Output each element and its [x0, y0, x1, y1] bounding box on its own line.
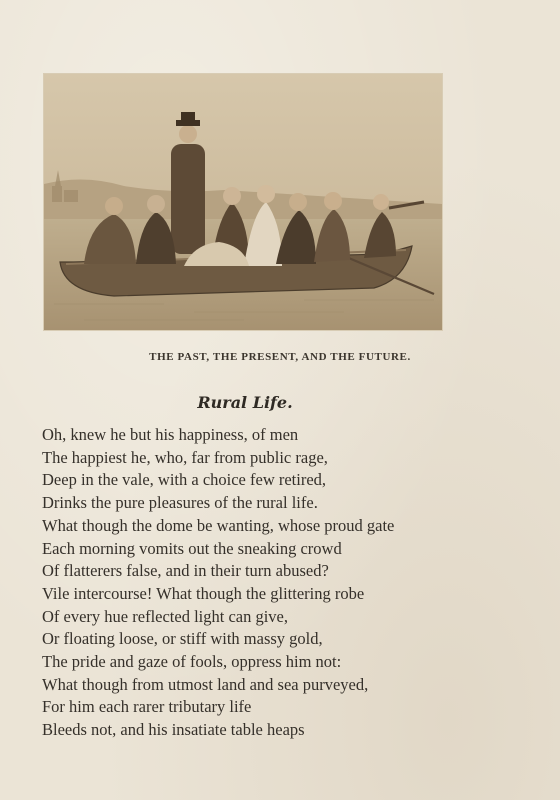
- poem-line: Drinks the pure pleasures of the rural life.: [42, 493, 318, 513]
- poem-line: The pride and gaze of fools, oppress him not:: [42, 652, 342, 672]
- plate-caption: THE PAST, THE PRESENT, AND THE FUTURE.: [149, 351, 411, 363]
- poem-line: Of flatterers false, and in their turn abused?: [42, 561, 329, 581]
- poem-line: What though from utmost land and sea purveyed,: [42, 674, 369, 694]
- poem-line: For him each rarer tributary life: [42, 697, 252, 717]
- boat-scene-illustration: [44, 74, 442, 330]
- poem-line: Deep in the vale, with a choice few retired,: [42, 470, 327, 490]
- poem-line: What though the dome be wanting, whose proud gate: [42, 515, 395, 535]
- poem-line: Bleeds not, and his insatiate table heaps: [42, 720, 305, 740]
- poem-line: Each morning vomits out the sneaking crowd: [42, 538, 342, 558]
- poem-line: Or floating loose, or stiff with massy gold,: [42, 629, 323, 649]
- engraving-plate: [44, 74, 442, 330]
- poem-line: Oh, knew he but his happiness, of men: [42, 425, 299, 444]
- poem-line: Of every hue reflected light can give,: [42, 606, 289, 626]
- poem-title: Rural Life.: [197, 393, 293, 412]
- poem-line: Vile intercourse! What though the glittering robe: [42, 583, 365, 603]
- poem-body: [42, 424, 482, 742]
- poem-line: The happiest he, who, far from public rage,: [42, 447, 328, 467]
